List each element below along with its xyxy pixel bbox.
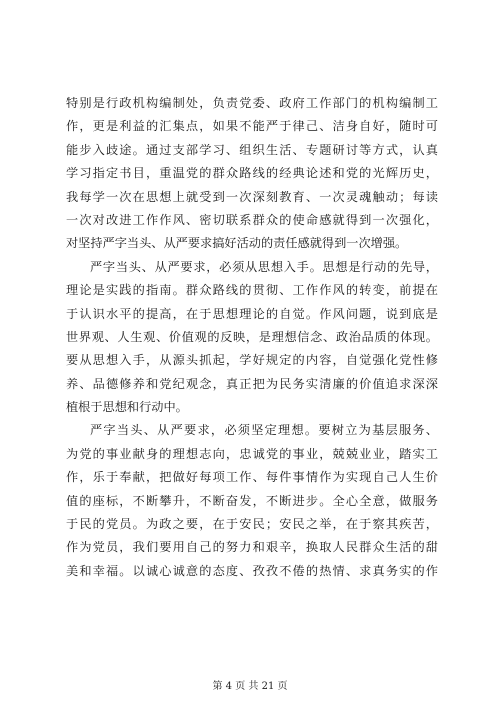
page-footer: 第 4 页 共 21 页	[212, 681, 288, 692]
text-line: 于认识水平的提高，在于思想理论的自觉。作风问题，说到底是	[66, 306, 438, 321]
text-line: 严字当头、从严要求，必须坚定理想。要树立为基层服务、	[90, 423, 438, 438]
text-line: 理论是实践的指南。群众路线的贯彻、工作作风的转变，前提在	[66, 283, 438, 298]
text-line: 养、品德修养和党纪观念，真正把为民务实清廉的价值追求深深	[66, 376, 438, 391]
text-line: 能步入歧途。通过支部学习、组织生活、专题研讨等方式，认真	[66, 142, 438, 157]
text-line: 一次对改进工作作风、密切联系群众的使命感就得到一次强化，	[66, 212, 438, 227]
text-line: 于民的党员。为政之要，在于安民；安民之举，在于察其疾苦，	[66, 517, 438, 532]
text-line: 值的座标，不断攀升，不断奋发，不断进步。全心全意，做服务	[66, 493, 438, 508]
text-line: 美和幸福。以诚心诚意的态度、孜孜不倦的热情、求真务实的作	[66, 563, 438, 578]
text-line: 作，更是利益的汇集点，如果不能严于律己、洁身自好，随时可	[66, 119, 438, 134]
text-line: 作，乐于奉献，把做好每项工作、每件事情作为实现自己人生价	[66, 470, 438, 485]
text-line: 严字当头、从严要求，必须从思想入手。思想是行动的先导，	[90, 259, 438, 274]
text-line: 为党的事业献身的理想志向，忠诚党的事业，兢兢业业，踏实工	[66, 446, 438, 461]
text-line: 学习指定书目，重温党的群众路线的经典论述和党的光辉历史，	[66, 166, 438, 181]
text-line: 植根于思想和行动中。	[66, 400, 188, 415]
text-line: 要从思想入手，从源头抓起，学好规定的内容，自觉强化党性修	[66, 353, 438, 368]
text-line: 我每学一次在思想上就受到一次深刻教育、一次灵魂触动；每读	[66, 189, 438, 204]
text-line: 作为党员，我们要用自己的努力和艰辛，换取人民群众生活的甜	[66, 540, 438, 555]
text-line: 对坚持严字当头、从严要求搞好活动的责任感就得到一次增强。	[66, 236, 408, 251]
text-line: 世界观、人生观、价值观的反映，是理想信念、政治品质的体现。	[66, 329, 438, 344]
text-line: 特别是行政机构编制处，负责党委、政府工作部门的机构编制工	[66, 96, 438, 110]
document-body	[66, 92, 438, 583]
